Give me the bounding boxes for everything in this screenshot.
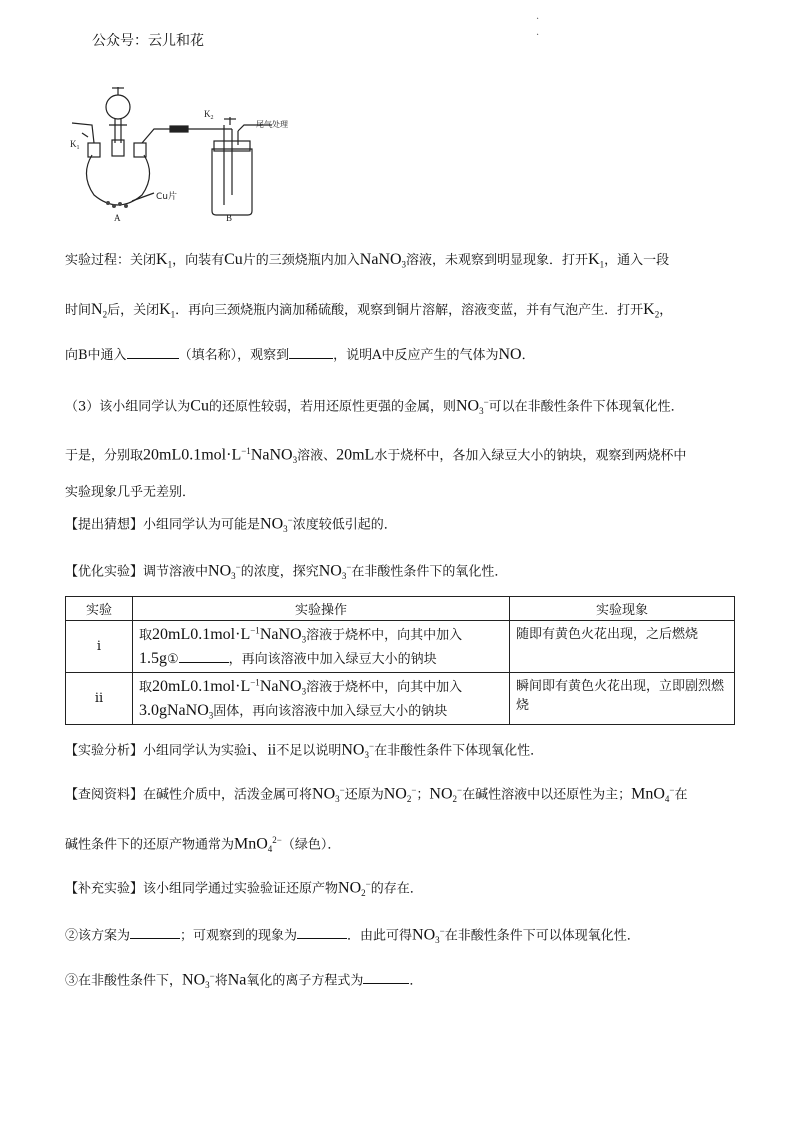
analysis-line: 【实验分析】小组同学认为实验i、ii不足以说明$NO_3^-$在非酸性条件下体现氧化性．: [65, 741, 544, 760]
optimize-line: 【优化实验】调节溶液中$NO_3^-$的浓度，探究$NO_3^-$在非酸性条件下的氧化性．: [65, 562, 508, 581]
process-line-1: 实验过程：关闭$K_1$，向装有Cu片的三颈烧瓶内加入NaNO$_3$溶液，未观察到明显现象．打开$K_1$，通入一段: [65, 251, 670, 270]
tail-gas-label: 尾气处理: [256, 120, 288, 129]
table-row: [66, 621, 735, 673]
table-header-row: [66, 597, 735, 621]
answer-blank[interactable]: [297, 927, 347, 939]
experiment-phenomenon: 瞬间即有黄色火花出现，立即剧烈燃烧: [510, 673, 735, 725]
experiment-operation: 取$20mL0.1mol\cdot L^{-1}NaNO_3$溶液于烧杯中，向其中加入 3.0gNaNO$_3$固体，再向该溶液中加入绿豆大小的钠块: [133, 673, 510, 725]
experiment-table: [65, 596, 735, 725]
table-header: 实验操作: [133, 597, 510, 621]
answer-blank[interactable]: [289, 347, 333, 359]
k2-label: $K_2$: [204, 109, 214, 121]
experiment-phenomenon: 随即有黄色火花出现，之后燃烧: [510, 621, 735, 673]
answer-blank[interactable]: [130, 927, 180, 939]
header-dot: ·: [536, 14, 540, 25]
supplement-line: 【补充实验】该小组同学通过实验验证还原产物$NO_2^-$的存在．: [65, 879, 423, 898]
process-line-3: 向B中通入 （填名称），观察到 ，说明A中反应产生的气体为NO．: [65, 346, 535, 363]
experiment-number: i: [66, 621, 133, 673]
hypothesis-line: 【提出猜想】小组同学认为可能是$NO_3^-$浓度较低引起的．: [65, 515, 397, 534]
q3-line-2: 于是，分别取$20mL0.1mol\cdot L^{-1}NaNO_3$溶液、20mL水于烧杯中，各加入绿豆大小的钠块，观察到两烧杯中: [65, 446, 687, 465]
process-line-2: 时间$N_2$后，关闭$K_1$．再向三颈烧瓶内滴加稀硫酸，观察到铜片溶解，溶液变蓝，并有气泡产生．打开$K_2$，: [65, 301, 673, 320]
question-3-line: ③在非酸性条件下，$NO_3^-$将Na氧化的离子方程式为 ．: [65, 971, 423, 990]
q3-line-1: （3）该小组同学认为Cu的还原性较弱，若用还原性更强的金属，则$NO_3^-$可以在非酸性条件下体现氧化性．: [65, 397, 684, 416]
q3-line-3: 实验现象几乎无差别．: [65, 485, 196, 500]
experiment-operation: 取$20mL0.1mol\cdot L^{-1}NaNO_3$溶液于烧杯中，向其中加入 1.5g① ，再向该溶液中加入绿豆大小的钠块: [133, 621, 510, 673]
label-a: A: [114, 213, 121, 223]
header-account: 公众号：云儿和花: [92, 33, 204, 49]
answer-blank[interactable]: [179, 651, 229, 663]
header-dot: ·: [536, 30, 540, 41]
experiment-number: ii: [66, 673, 133, 725]
reference-line-1: 【查阅资料】在碱性介质中，活泼金属可将$NO_3^-$还原为$NO_2^-$；$NO_2^-$在碱性溶液中以还原性为主；MnO$_4$−在: [65, 785, 688, 804]
k1-label: $K_1$: [70, 139, 80, 151]
answer-blank[interactable]: [127, 347, 179, 359]
table-header: 实验现象: [510, 597, 735, 621]
table-row: [66, 673, 735, 725]
reference-line-2: 碱性条件下的还原产物通常为MnO$_4^{2-}$（绿色）．: [65, 835, 341, 854]
question-2-line: ②该方案为 ；可观察到的现象为 ．由此可得$NO_3^-$在非酸性条件下可以体现氧化性．: [65, 926, 640, 945]
table-header: 实验: [66, 597, 133, 621]
label-b: B: [226, 213, 233, 223]
answer-blank[interactable]: [363, 972, 409, 984]
apparatus-figure: [62, 85, 322, 229]
cu-label: Cu片: [156, 192, 177, 202]
